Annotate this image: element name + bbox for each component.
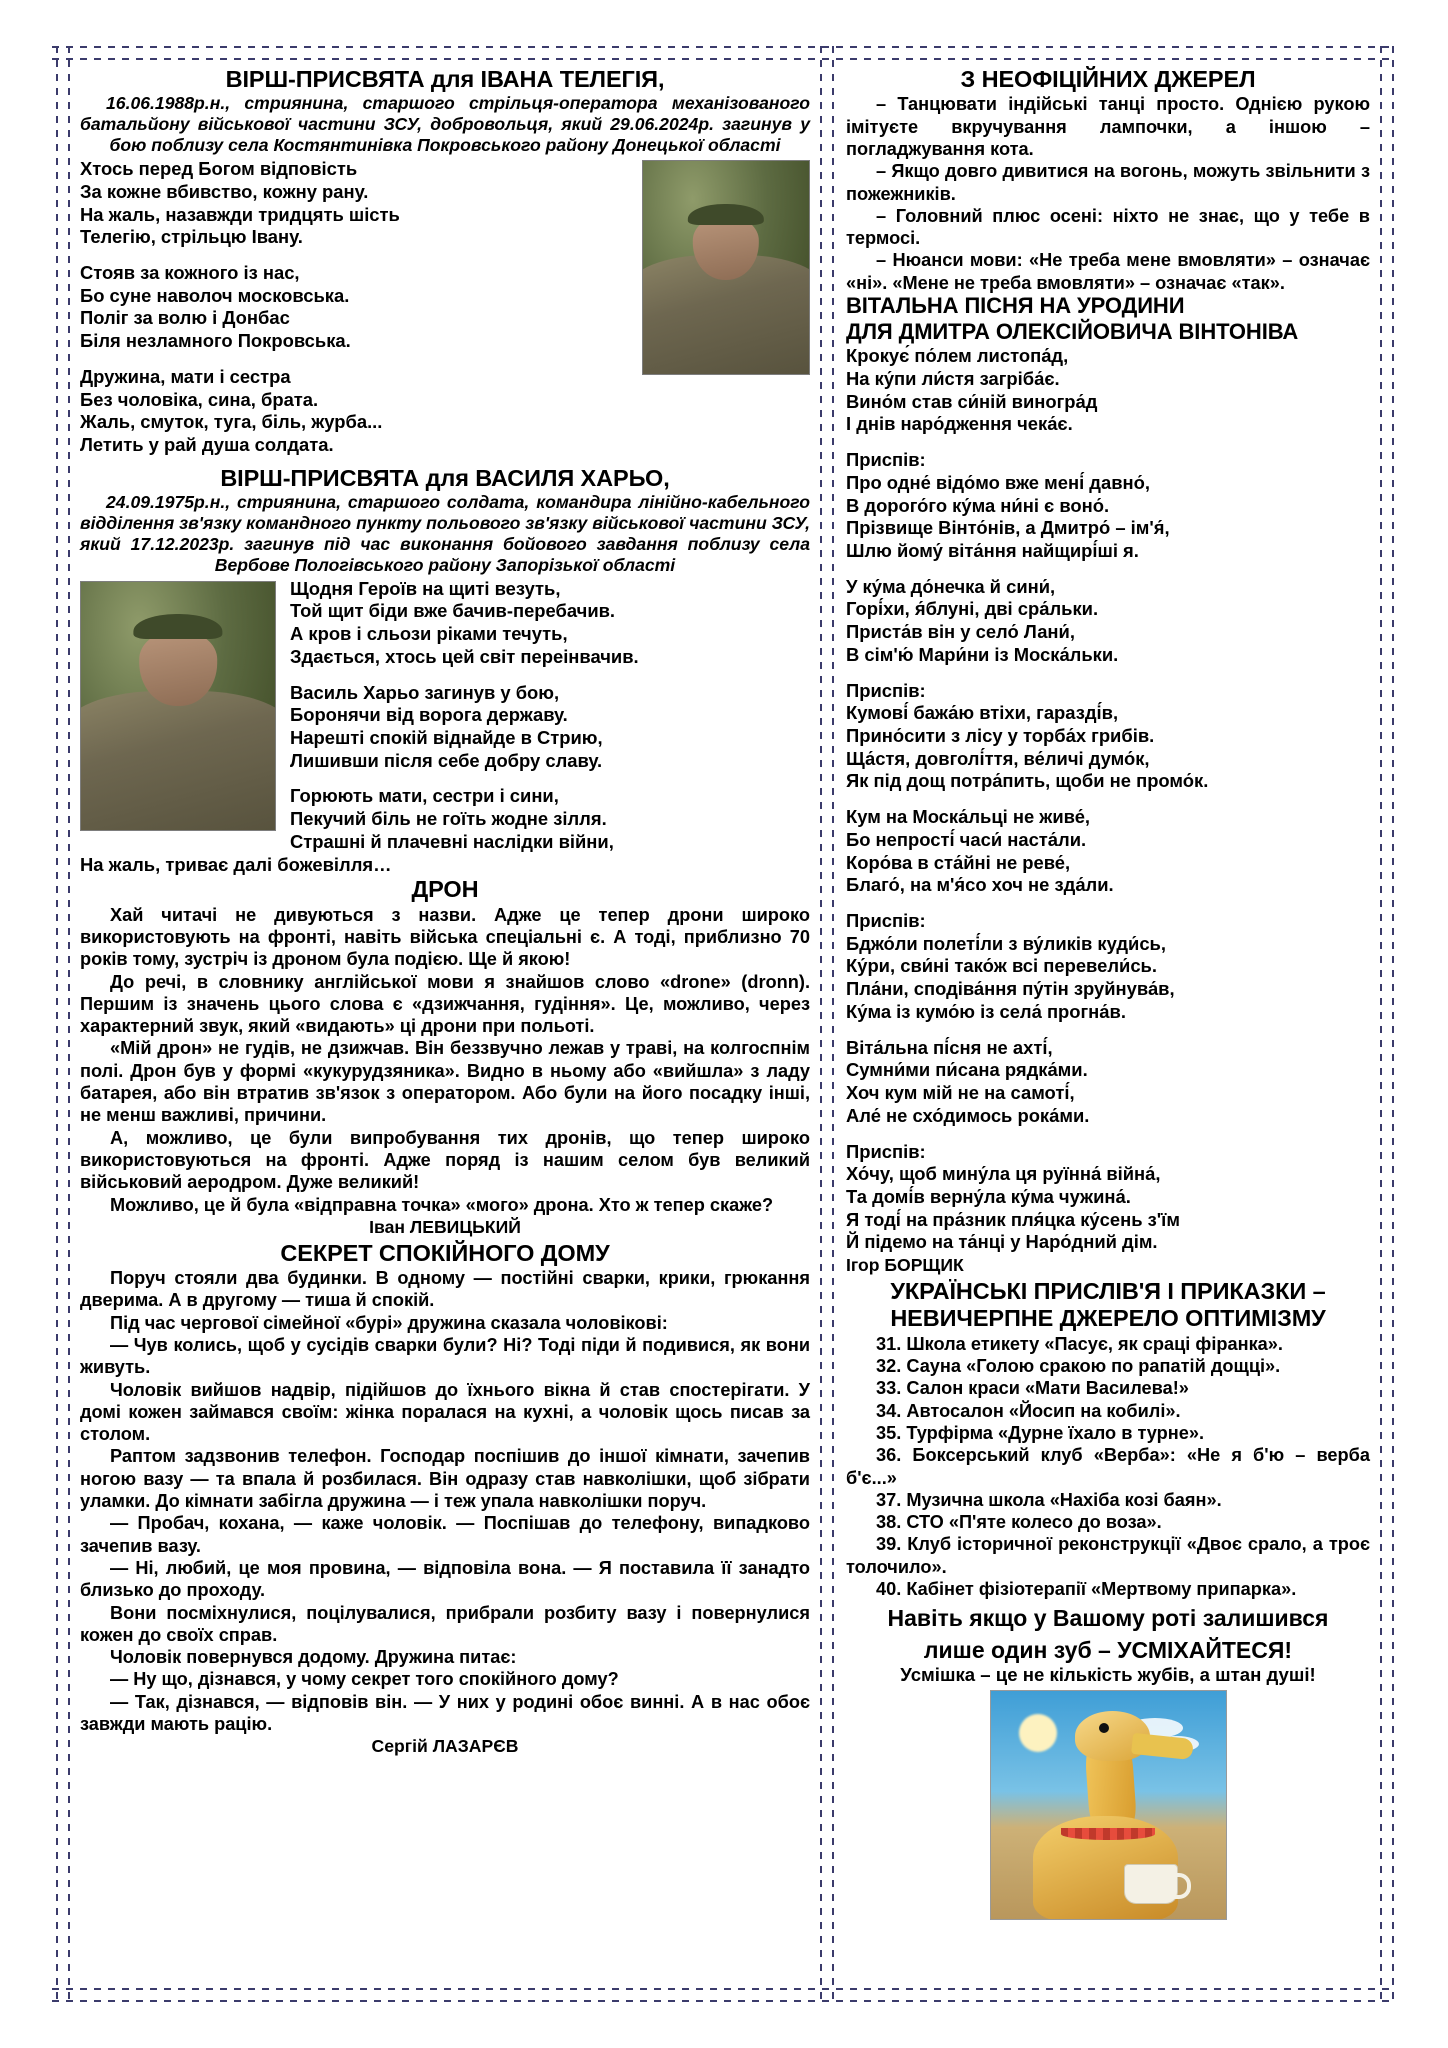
section3-title-line1: УКРАЇНСЬКІ ПРИСЛІВ'Я І ПРИКАЗКИ – — [890, 1278, 1326, 1305]
stanza — [80, 366, 810, 457]
verse-line: Хо́чу, щоб мину́ла ця руїнна́ війна́, — [846, 1163, 1161, 1185]
verse-line: Пла́ни, сподіва́ння пу́тін зруйнува́в, — [846, 978, 1175, 1000]
verse-line: Шлю йому́ віта́ння найщирі́ші я. — [846, 539, 1139, 561]
list-item: 35. Турфірма «Дурне їхало в турне». — [876, 1422, 1205, 1443]
paragraph: Можливо, це й була «відправна точка» «мого» дрона. Хто ж тепер скаже? — [110, 1194, 774, 1215]
verse-line: І днів наро́дження чека́є. — [846, 413, 1073, 435]
sun-icon — [1019, 1714, 1057, 1752]
chorus-label: Приспів: — [846, 1140, 926, 1162]
stanza-chorus — [846, 680, 1370, 794]
verse-line: Бо суне наволоч московська. — [80, 284, 350, 306]
verse-line: Ку́ма із кумо́ю із села́ прогна́в. — [846, 1000, 1126, 1022]
verse-line: Й підемо на та́нці у Наро́дний дім. — [846, 1231, 1158, 1253]
stanza — [846, 1037, 1370, 1128]
right-column — [846, 66, 1370, 1982]
article4-title: СЕКРЕТ СПОКІЙНОГО ДОМУ — [280, 1239, 610, 1266]
paragraph: Під час чергової сімейної «бурі» дружина сказала чоловікові: — [110, 1312, 668, 1333]
article1-photo — [642, 160, 810, 375]
verse-line: Бджо́ли полеті́ли з ву́ликів куди́сь, — [846, 932, 1166, 954]
verse-line: Без чоловіка, сина, брата. — [80, 388, 319, 410]
verse-line: Василь Харьо загинув у бою, — [290, 681, 560, 703]
list-item: 40. Кабінет фізіотерапії «Мертвому припарка». — [876, 1579, 1297, 1599]
stanza-chorus — [846, 910, 1370, 1024]
article-dron — [80, 876, 810, 1237]
paragraph: Хай читачі не дивуються з назви. Адже це тепер дрони широко використовують на фронті, навіть війська спеціальні є. А тоді, приблизно 70 років тому, зустріч із дроном була подією. Ще й якою! — [80, 904, 810, 970]
verse-line: Віта́льна пі́сня не ахті́, — [846, 1036, 1053, 1058]
verse-line: Щодня Героїв на щиті везуть, — [290, 577, 561, 599]
cut-line-top-2 — [52, 58, 1396, 60]
article-virsh-ivan-telehiy — [80, 66, 810, 457]
verse-line: Жаль, смуток, туга, біль, журба... — [80, 411, 383, 433]
verse-line: Про одне́ відо́мо вже мені́ давно́, — [846, 471, 1150, 493]
paragraph: «Мій дрон» не гудів, не дзижчав. Він беззвучно лежав у траві, на колгоспнім полі. Дрон був у формі «кукурудзяника». Видно в ньому або «вийшла» з ладу батарея, або він втратив зв'язок з оператором. Або були на його посадку інші, не менш важливі, причини. — [80, 1038, 810, 1126]
list-item: 32. Сауна «Голою сракою по рапатій дощці». — [876, 1356, 1281, 1377]
verse-line: Хтось перед Богом відповість — [80, 158, 358, 180]
verse-line: Здається, хтось цей світ переінвачив. — [290, 645, 639, 667]
verse-line: Той щит біди вже бачив-перебачив. — [290, 600, 616, 622]
paragraph: Чоловік вийшов надвір, підійшов до їхнього вікна й став спостерігати. У домі кожен займався своїм: жінка поралася на кухні, а чоловік щось писав за столом. — [80, 1379, 810, 1445]
soldier-torso-shape — [80, 691, 276, 830]
verse-line: Горі́хи, я́блуні, дві сра́льки. — [846, 598, 1099, 620]
section4-slogan-line1: Навіть якщо у Вашому роті залишився — [887, 1605, 1329, 1632]
section-ukrainski-pryslivya — [846, 1278, 1370, 1600]
section2-title-line2: ДЛЯ ДМИТРА ОЛЕКСІЙОВИЧА ВІНТОНІВА — [846, 318, 1299, 344]
columns-container — [80, 66, 1370, 1982]
verse-line: Прізвище Вінто́нів, а Дмитро́ – ім'я́, — [846, 517, 1170, 539]
list-item: 38. СТО «П'яте колесо до воза». — [876, 1512, 1162, 1533]
cut-line-left — [56, 46, 58, 2002]
cut-line-right-2 — [1392, 46, 1394, 2002]
verse-line: Стояв за кожного із нас, — [80, 261, 300, 283]
section4-photo — [990, 1690, 1227, 1920]
section4-subtitle: Усмішка – це не кількість жубів, а штан душі! — [900, 1663, 1316, 1685]
stanza-chorus — [846, 1141, 1370, 1255]
paragraph: — Так, дізнався, — відповів він. — У них у родині обоє винні. А в нас обоє завжди мають рацію. — [80, 1691, 810, 1735]
left-column — [80, 66, 810, 1982]
stanza-chorus — [846, 449, 1370, 563]
verse-line: Ку́ри, сви́ні тако́ж всі перевели́сь. — [846, 955, 1157, 977]
verse-line: Хоч кум мій не на самоті́, — [846, 1082, 1075, 1104]
section3-body — [846, 1333, 1370, 1601]
cup-shape — [1124, 1864, 1178, 1904]
cut-line-top — [52, 46, 1396, 48]
section-usmihaytesya — [846, 1605, 1370, 1919]
paragraph: — Ну що, дізнався, у чому секрет того спокійного дому? — [110, 1669, 619, 1690]
verse-line: Крокує́ по́лем листопа́д, — [846, 345, 1069, 367]
verse-line: Пекучий біль не гоїть жодне зілля. — [290, 808, 607, 830]
verse-line: Кум на Моска́льці не живе́, — [846, 806, 1091, 828]
chorus-label: Приспів: — [846, 679, 926, 701]
section2-title-line1: ВІТАЛЬНА ПІСНЯ НА УРОДИНИ — [846, 292, 1185, 318]
verse-line: Вино́м став си́ній виногра́д — [846, 390, 1098, 412]
verse-line: Дружина, мати і сестра — [80, 365, 291, 387]
verse-line: Я тоді́ на пра́зник пля́цка ку́сень з'їм — [846, 1208, 1180, 1230]
section1-body — [846, 93, 1370, 294]
cut-line-bottom — [52, 1988, 1396, 1990]
verse-line: Та домі́в верну́ла ку́ма чужина́. — [846, 1185, 1131, 1207]
verse-line: А кров і сльози ріками течуть, — [290, 623, 568, 645]
article2-lede: 24.09.1975р.н., стриянина, старшого солдата, командира лінійно-кабельного відділення зв'язку командного пункту польового зв'язку військової частини ЗСУ, який 17.12.2023р. загинув під час виконання бойового завдання поблизу села Вербове Пологівського району Запорізької області — [80, 492, 810, 575]
article3-title: ДРОН — [411, 876, 479, 903]
article-sekret-spokiynoho-domu — [80, 1240, 810, 1758]
chorus-label: Приспів: — [846, 910, 926, 932]
verse-line: За кожне вбивство, кожну рану. — [80, 180, 369, 202]
stanza — [846, 806, 1370, 897]
paragraph: До речі, в словнику англійської мови я знайшов слово «drone» (dronn). Першим із значень цього слова є «дзижчання, гудіння». Це, можливо, через характерний звук, який «видають» ці дрони при польоті. — [80, 971, 810, 1037]
article1-lede: 16.06.1988р.н., стриянина, старшого стрільця-оператора механізованого батальйону військової частини ЗСУ, добровольця, який 29.06.2024р. загинув у бою поблизу села Костянтинівка Покровського району Донецької області — [80, 93, 810, 156]
verse-line: В сім'ю́ Мари́ни із Моска́льки. — [846, 643, 1119, 665]
section-vitalna-pisnya — [846, 294, 1370, 1276]
section2-lyrics — [846, 345, 1370, 1254]
cut-line-bottom-2 — [52, 2000, 1396, 2002]
paragraph: — Чув колись, щоб у сусідів сварки були? Ні? Тоді піди й подивися, як вони живуть. — [80, 1335, 810, 1378]
list-item: 31. Школа етикету «Пасує, як сраці фіранка». — [876, 1333, 1283, 1354]
list-item: 37. Музична школа «Нахіба козі баян». — [876, 1489, 1222, 1510]
verse-line: Страшні й плачевні наслідки війни, — [290, 830, 614, 852]
list-item: – Нюанси мови: «Не треба мене вмовляти» – означає «ні». «Мене не треба вмовляти» – означає «так». — [846, 250, 1370, 293]
section4-slogan-line2: лише один зуб – УСМІХАЙТЕСЯ! — [923, 1636, 1293, 1663]
stanza — [846, 576, 1370, 667]
verse-line: Але́ не схо́димось рока́ми. — [846, 1104, 1090, 1126]
list-item: 39. Клуб історичної реконструкції «Двоє срало, а троє толочило». — [846, 1534, 1370, 1577]
verse-line: В дорого́го ку́ма ни́ні є воно́. — [846, 494, 1110, 516]
verse-line: Бо непрості́ часи́ наста́ли. — [846, 828, 1087, 850]
stanza — [846, 345, 1370, 436]
verse-line: Поліг за волю і Донбас — [80, 307, 290, 329]
verse-line: Біля незламного Покровська. — [80, 330, 351, 352]
section2-byline: Ігор БОРЩИК — [846, 1255, 964, 1276]
article3-byline: Іван ЛЕВИЦЬКИЙ — [369, 1216, 521, 1237]
verse-line: Благо́, на м'я́со хоч не зда́ли. — [846, 874, 1114, 896]
verse-line: Як під дощ потра́пить, щоби не промо́к. — [846, 770, 1209, 792]
ostrich-necklace-shape — [1061, 1828, 1155, 1840]
list-item: 34. Автосалон «Йосип на кобилі». — [876, 1400, 1181, 1421]
article2-photo — [80, 581, 276, 831]
article-virsh-vasyl-kharyo — [80, 465, 810, 877]
list-item: 33. Салон краси «Мати Василева!» — [876, 1378, 1189, 1399]
list-item: – Якщо довго дивитися на вогонь, можуть звільнити з пожежників. — [846, 161, 1370, 204]
verse-line: Боронячи від ворога державу. — [290, 704, 568, 726]
article2-title: ВІРШ-ПРИСВЯТА для ВАСИЛЯ ХАРЬО, — [220, 464, 670, 491]
verse-line: Кумові́ бажа́ю втіхи, гаразді́в, — [846, 702, 1119, 724]
article3-body — [80, 904, 810, 1216]
paragraph: — Ні, любий, це моя провина, — відповіла вона. — Я поставила її занадто близько до проходу. — [80, 1557, 810, 1601]
verse-line: Ща́стя, довголі́ття, ве́личі думо́к, — [846, 747, 1150, 769]
article4-byline: Сергій ЛАЗАРЄВ — [371, 1736, 519, 1757]
section3-title-line2: НЕВИЧЕРПНЕ ДЖЕРЕЛО ОПТИМІЗМУ — [890, 1305, 1326, 1332]
verse-line: Коро́ва в ста́йні не реве́, — [846, 851, 1071, 873]
verse-line: Летить у рай душа солдата. — [80, 433, 334, 455]
verse-line: Горюють мати, сестри і сини, — [290, 785, 559, 807]
paragraph: — Пробач, кохана, — каже чоловік. — Поспішав до телефону, випадково зачепив вазу. — [80, 1513, 810, 1556]
verse-line: Телегію, стрільцю Івану. — [80, 226, 303, 248]
verse-line: Сумни́ми пи́сана рядка́ми. — [846, 1059, 1088, 1081]
verse-line: Прино́сити з лісу у торба́х грибів. — [846, 725, 1155, 747]
verse-line: Нарешті спокій віднайде в Стрию, — [290, 727, 603, 749]
article1-title: ВІРШ-ПРИСВЯТА для ІВАНА ТЕЛЕГІЯ, — [225, 66, 665, 92]
list-item: 36. Боксерський клуб «Верба»: «Не я б'ю – верба б'є...» — [846, 1445, 1370, 1488]
verse-line: Лишивши після себе добру славу. — [290, 749, 603, 771]
verse-line: На жаль, назавжди тридцять шість — [80, 203, 400, 225]
verse-line: На жаль, триває далі божевілля… — [80, 853, 392, 875]
cut-line-right — [1380, 46, 1382, 2002]
section-z-neofitsiynyh-dzherel — [846, 66, 1370, 294]
list-item: – Танцювати індійські танці просто. Однією рукою імітуєте вкручування лампочки, а іншою – погладжування кота. — [846, 94, 1370, 159]
ostrich-eye-shape — [1099, 1723, 1109, 1733]
paragraph: Чоловік повернувся додому. Дружина питає: — [110, 1647, 517, 1668]
paragraph: А, можливо, це були випробування тих дронів, що тепер широко використовуються на фронті. Адже поряд із нашим селом був великий військовий аеродром. Дуже великий! — [80, 1127, 810, 1193]
chorus-label: Приспів: — [846, 449, 926, 471]
verse-line: На ку́пи ли́стя загріба́є. — [846, 367, 1060, 389]
list-item: – Головний плюс осені: ніхто не знає, що у тебе в термосі. — [846, 205, 1370, 249]
cut-line-left-2 — [68, 46, 70, 2002]
verse-line: Приста́в він у село́ Лани́, — [846, 621, 1075, 643]
section1-title: З НЕОФІЦІЙНИХ ДЖЕРЕЛ — [960, 66, 1256, 92]
verse-line: У ку́ма до́нечка й сини́, — [846, 575, 1056, 597]
paragraph: Вони посміхнулися, поцілувалися, прибрали розбиту вазу і повернулися кожен до своїх справ. — [80, 1602, 810, 1645]
paragraph: Поруч стояли два будинки. В одному — постійні сварки, крики, грюкання дверима. А в другому — тиша й спокій. — [80, 1268, 810, 1311]
paragraph: Раптом задзвонив телефон. Господар поспішив до іншої кімнати, зачепив ногою вазу — та впала й розбилася. Він одразу став навколішки, щоб зібрати уламки. До кімнати забігла дружина — і теж упала навколішки поруч. — [80, 1446, 810, 1512]
article4-body — [80, 1267, 810, 1735]
